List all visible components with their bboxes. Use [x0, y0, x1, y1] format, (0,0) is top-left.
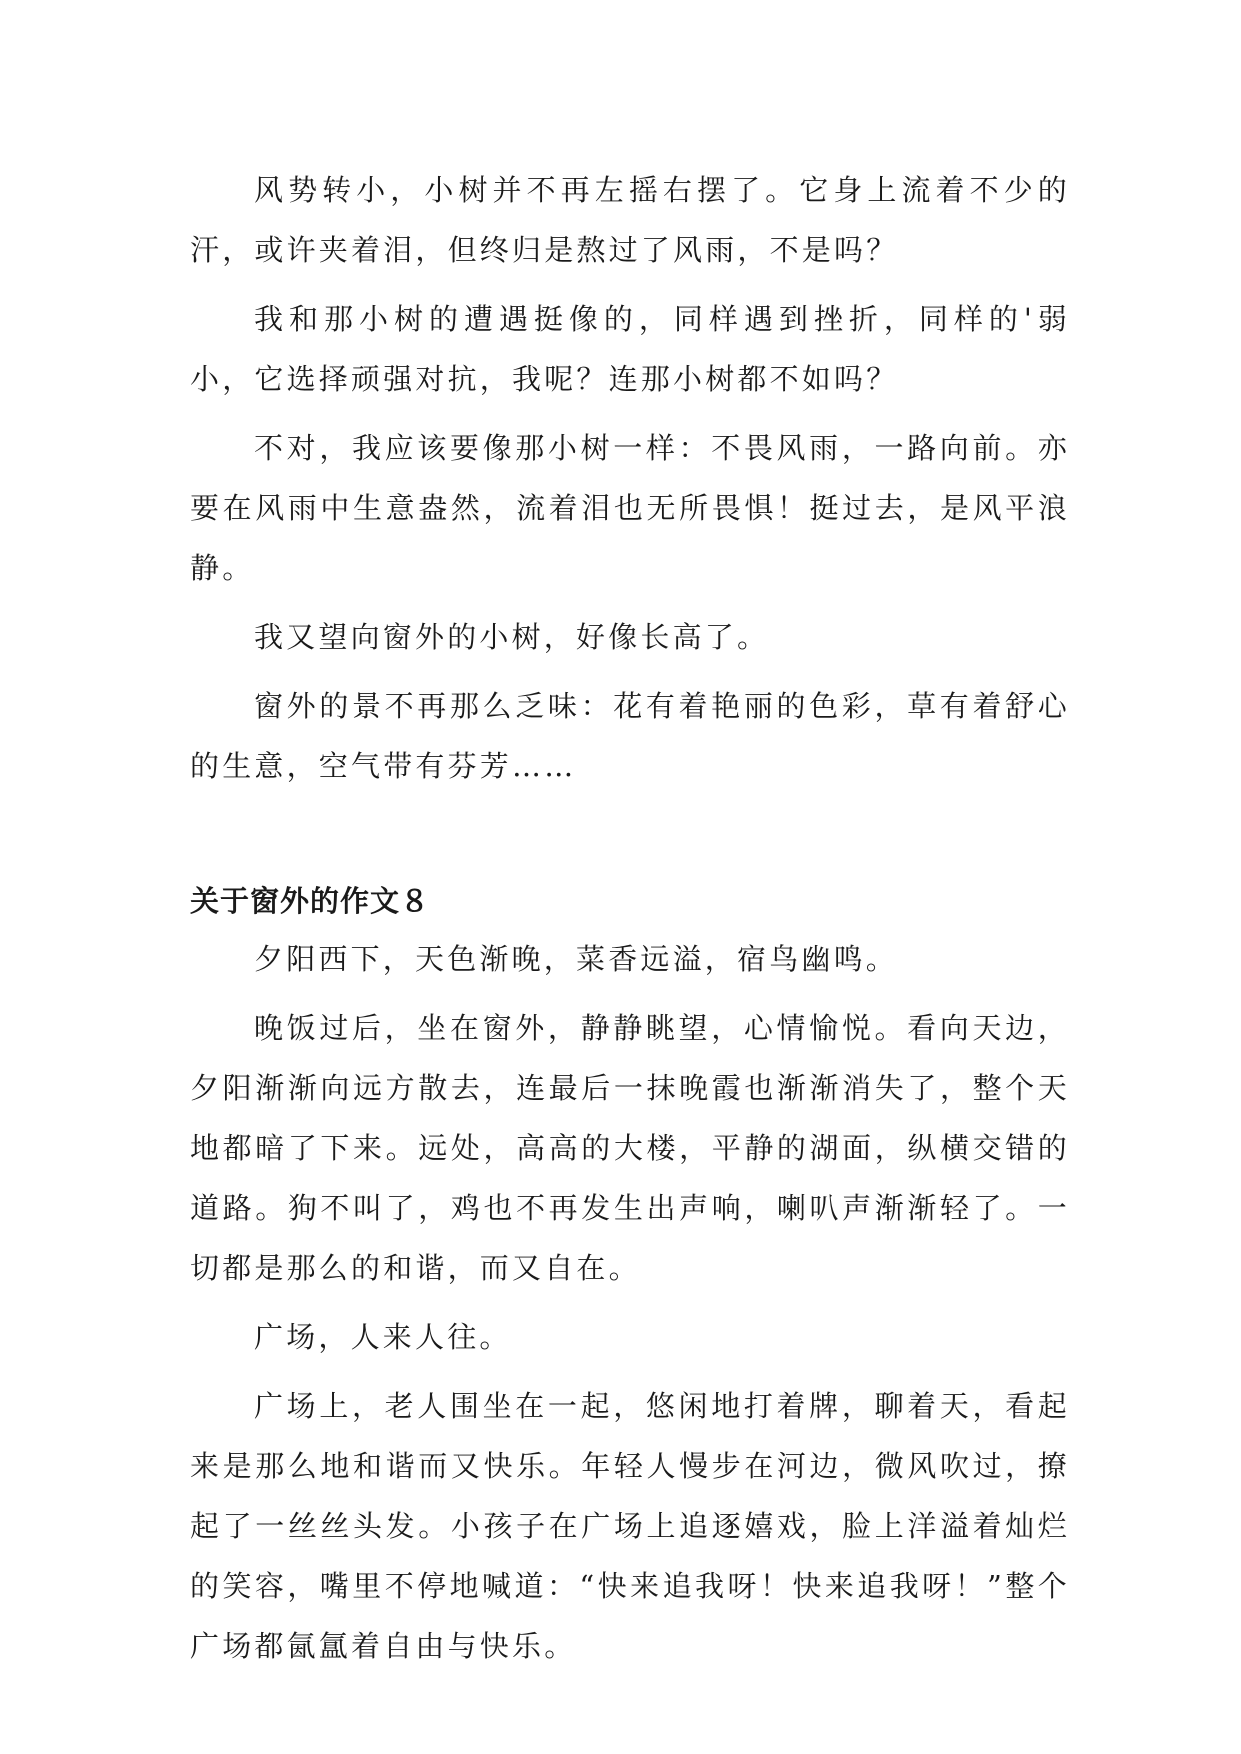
- paragraph-like-the-tree: 我和那小树的遭遇挺像的，同样遇到挫折，同样的'弱小，它选择顽强对抗，我呢？连那小树都不如吗？: [190, 302, 1070, 396]
- paragraph-square-people: 广场上，老人围坐在一起，悠闲地打着牌，聊着天，看起来是那么地和谐而又快乐。年轻人慢步在河边，微风吹过，撩起了一丝丝头发。小孩子在广场上追逐嬉戏，脸上洋溢着灿烂的笑容，嘴里不停地喊道：“快来追我呀！快来追我呀！”整个广场都氤氲着自由与快乐。: [190, 1389, 1070, 1663]
- section-spacer: [190, 805, 1070, 875]
- paragraph-not-afraid: 不对，我应该要像那小树一样：不畏风雨，一路向前。亦要在风雨中生意盎然，流着泪也无所畏惧！挺过去，是风平浪静。: [190, 431, 1070, 585]
- paragraph-after-dinner: 晚饭过后，坐在窗外，静静眺望，心情愉悦。看向天边，夕阳渐渐向远方散去，连最后一抹晚霞也渐渐消失了，整个天地都暗了下来。远处，高高的大楼，平静的湖面，纵横交错的道路。狗不叫了，鸡也不再发生出声响，喇叭声渐渐轻了。一切都是那么的和谐，而又自在。: [190, 1011, 1070, 1285]
- paragraph-square: 广场，人来人往。: [254, 1320, 512, 1354]
- paragraph-scenery: 窗外的景不再那么乏味：花有着艳丽的色彩，草有着舒心的生意，空气带有芬芳……: [190, 689, 1070, 783]
- essay-title: 关于窗外的作文８: [190, 884, 431, 918]
- paragraph-tree-grew: 我又望向窗外的小树，好像长高了。: [254, 620, 770, 654]
- document-body: [190, 160, 1070, 1685]
- paragraph-sunset: 夕阳西下，天色渐晚，菜香远溢，宿鸟幽鸣。: [254, 942, 899, 976]
- paragraph-wind-weakens: 风势转小，小树并不再左摇右摆了。它身上流着不少的汗，或许夹着泪，但终归是熬过了风雨，不是吗？: [190, 173, 1070, 267]
